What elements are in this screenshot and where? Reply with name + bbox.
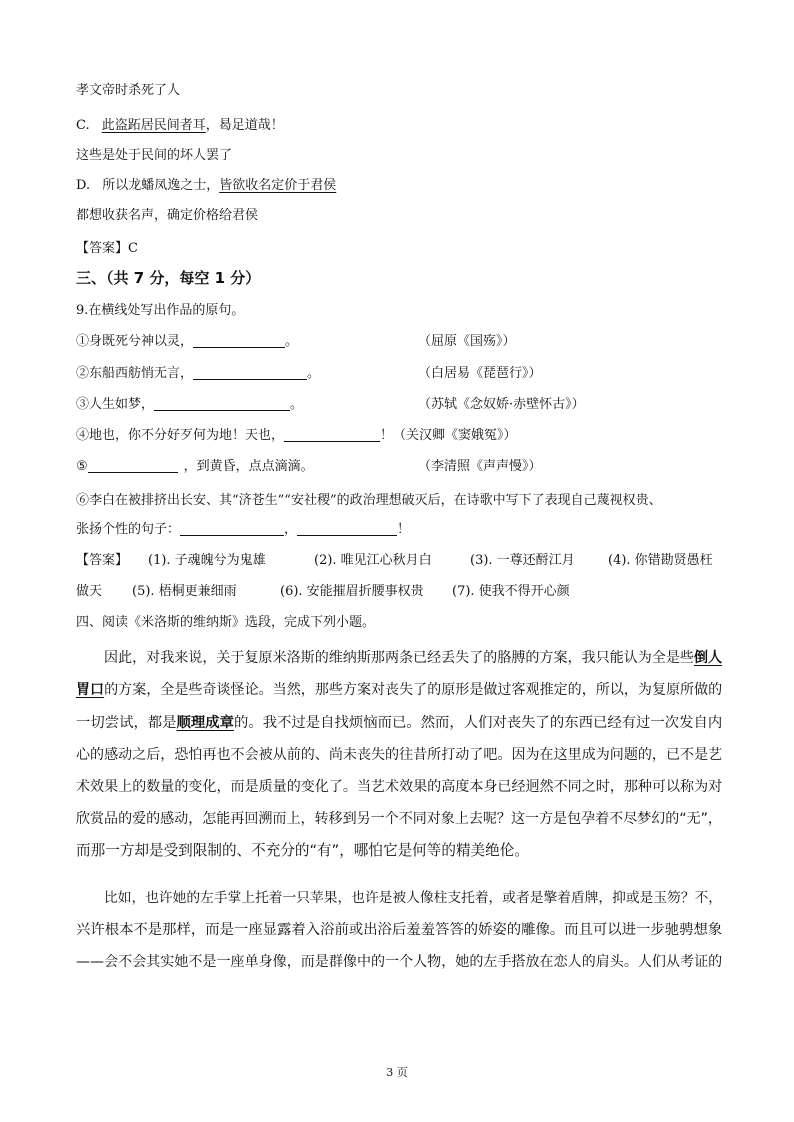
answer-5: (5). 梧桐更兼细雨 xyxy=(132,584,237,599)
item-1-text: ①身既死兮神以灵， xyxy=(76,334,194,349)
dictation-item-2 xyxy=(76,365,320,383)
answer-7: (7). 使我不得开心颜 xyxy=(452,584,570,599)
item-3-text: ③人生如梦， xyxy=(76,397,155,412)
answer-blank-5[interactable] xyxy=(88,458,178,473)
option-b-translation: 孝文帝时杀死了人 xyxy=(76,83,181,98)
passage-p2-line-3: ——会不会其实她不是一座单身像，而是群像中的一个人物，她的左手搭放在恋人的肩头。人们从考证的 xyxy=(76,954,723,970)
answer-q8: 【答案】C xyxy=(76,241,138,256)
item-6-end: ！ xyxy=(397,522,411,537)
passage-p1-line-3 xyxy=(76,714,722,732)
item-4-text: ④地也，你不分好歹何为地！天也， xyxy=(76,428,285,443)
item-5-source: （李清照《声声慢》） xyxy=(418,459,542,474)
p1-text-1: 因此，对我来说，关于复原米洛斯的维纳斯那两条已经丢失了的胳膊的方案，我只能认为全是些 xyxy=(104,650,694,666)
option-c xyxy=(76,117,284,135)
passage-p1-line-6: 欣赏品的爱的感动，怎能再回溯而上，转移到另一个不同对象上去呢？这一方是包孕着不尽梦幻的“无”， xyxy=(76,811,722,827)
question-9-instruction: 9.在横线处写出作品的原句。 xyxy=(76,303,245,318)
option-c-translation: 这些是处于民间的坏人罢了 xyxy=(76,148,233,163)
p1-text-3: 一切尝试，都是 xyxy=(76,715,177,731)
section-3-heading: 三、（共 7 分，每空 1 分） xyxy=(76,269,261,287)
passage-p1-line-1 xyxy=(104,649,722,667)
passage-p1-line-5: 术效果上的数量的变化，而是质量的变化了。当艺术效果的高度本身已经迥然不同之时，那种可以称为对 xyxy=(76,779,723,795)
item-3-end: 。 xyxy=(290,397,304,412)
dictation-item-5 xyxy=(76,458,314,476)
emph-word-2: 顺理成章 xyxy=(176,715,234,731)
p1-text-2: 的方案，全是些奇谈怪论。当然，那些方案对丧失了的原形是做过客观推定的，所以，为复原所做的 xyxy=(104,682,723,698)
passage-p2-line-2: 兴许根本不是那样，而是一座显露着入浴前或出浴后羞羞答答的娇姿的雕像。而且可以进一步驰骋想象 xyxy=(76,922,723,938)
dictation-item-4 xyxy=(76,427,517,445)
item-1-end: 。 xyxy=(285,334,299,349)
option-c-letter: C. xyxy=(76,118,90,133)
section-4-heading: 四、阅读《米洛斯的维纳斯》选段，完成下列小题。 xyxy=(76,615,376,630)
passage-p1-line-2 xyxy=(76,681,722,699)
item-2-end: 。 xyxy=(307,366,321,381)
option-c-tail: ，曷足道哉！ xyxy=(205,118,284,133)
emph-word-1a: 倒人 xyxy=(693,650,723,666)
item-4-end: ！（关汉卿《窦娥冤》） xyxy=(380,428,517,443)
item-2-source: （白居易《琵琶行》） xyxy=(418,366,542,381)
answer-blank-1[interactable] xyxy=(193,333,285,348)
dictation-item-6-line-2 xyxy=(76,521,410,539)
answer-blank-3[interactable] xyxy=(154,396,290,411)
p1-text-4: 的。我不过是自找烦恼而已。然而，人们对丧失了的东西已经有过一次发自内 xyxy=(233,715,723,731)
answer-blank-7[interactable] xyxy=(297,521,397,536)
answer-blank-2[interactable] xyxy=(193,365,307,380)
option-c-sentence: 此盗跖居民间者耳 xyxy=(101,118,206,133)
item-6-mid: ， xyxy=(284,522,298,537)
emph-word-1b: 胃口 xyxy=(76,682,105,698)
option-d xyxy=(76,177,336,195)
option-d-head: 所以龙蟠凤逸之士， xyxy=(102,178,220,193)
option-d-translation: 都想收获名声，确定价格给君侯 xyxy=(76,208,259,223)
answer-1: (1). 子魂魄兮为鬼雄 xyxy=(148,553,266,568)
item-3-source: （苏轼《念奴娇·赤壁怀古》） xyxy=(418,397,585,412)
passage-p1-line-7: 而那一方却是受到限制的、不充分的“有”，哪怕它是何等的精美绝伦。 xyxy=(76,842,529,859)
item-5-text: ⑤ xyxy=(76,459,88,474)
dictation-item-6-line-1: ⑥李白在被排挤出长安、其“济苍生”“安社稷”的政治理想破灭后，在诗歌中写下了表现自己蔑视权贵、 xyxy=(76,493,662,508)
item-1-source: （屈原《国殇》） xyxy=(418,334,516,349)
answer-6: (6). 安能摧眉折腰事权贵 xyxy=(280,584,424,599)
passage-p1-line-4: 心的感动之后，恐怕再也不会被从前的、尚未丧失的往昔所打动了吧。因为在这里成为问题的，已不是艺 xyxy=(76,747,723,763)
option-d-sentence: 皆欲收名定价于君侯 xyxy=(219,178,337,193)
dictation-item-3 xyxy=(76,396,303,414)
dictation-item-1 xyxy=(76,333,298,351)
answer-label: 【答案】 xyxy=(76,553,129,568)
answer-blank-4[interactable] xyxy=(284,427,380,442)
option-d-letter: D. xyxy=(76,178,91,193)
answer-3: (3). 一尊还酹江月 xyxy=(470,553,575,568)
answer-blank-6[interactable] xyxy=(180,521,284,536)
answer-4: (4). 你错勘贤愚枉 xyxy=(608,553,713,568)
answer-4-cont: 做天 xyxy=(76,584,103,599)
passage-p2-line-1: 比如，也许她的左手掌上托着一只苹果，也许是被人像柱支托着，或者是擎着盾牌，抑或是玉笏？不， xyxy=(104,890,723,906)
answer-2: (2). 唯见江心秋月白 xyxy=(314,553,432,568)
page-number: 3 页 xyxy=(386,1066,408,1079)
item-2-text: ②东船西舫悄无言， xyxy=(76,366,194,381)
item-6-text: 张扬个性的句子： xyxy=(76,522,181,537)
item-5-end: ，到黄昏，点点滴滴。 xyxy=(183,459,314,474)
